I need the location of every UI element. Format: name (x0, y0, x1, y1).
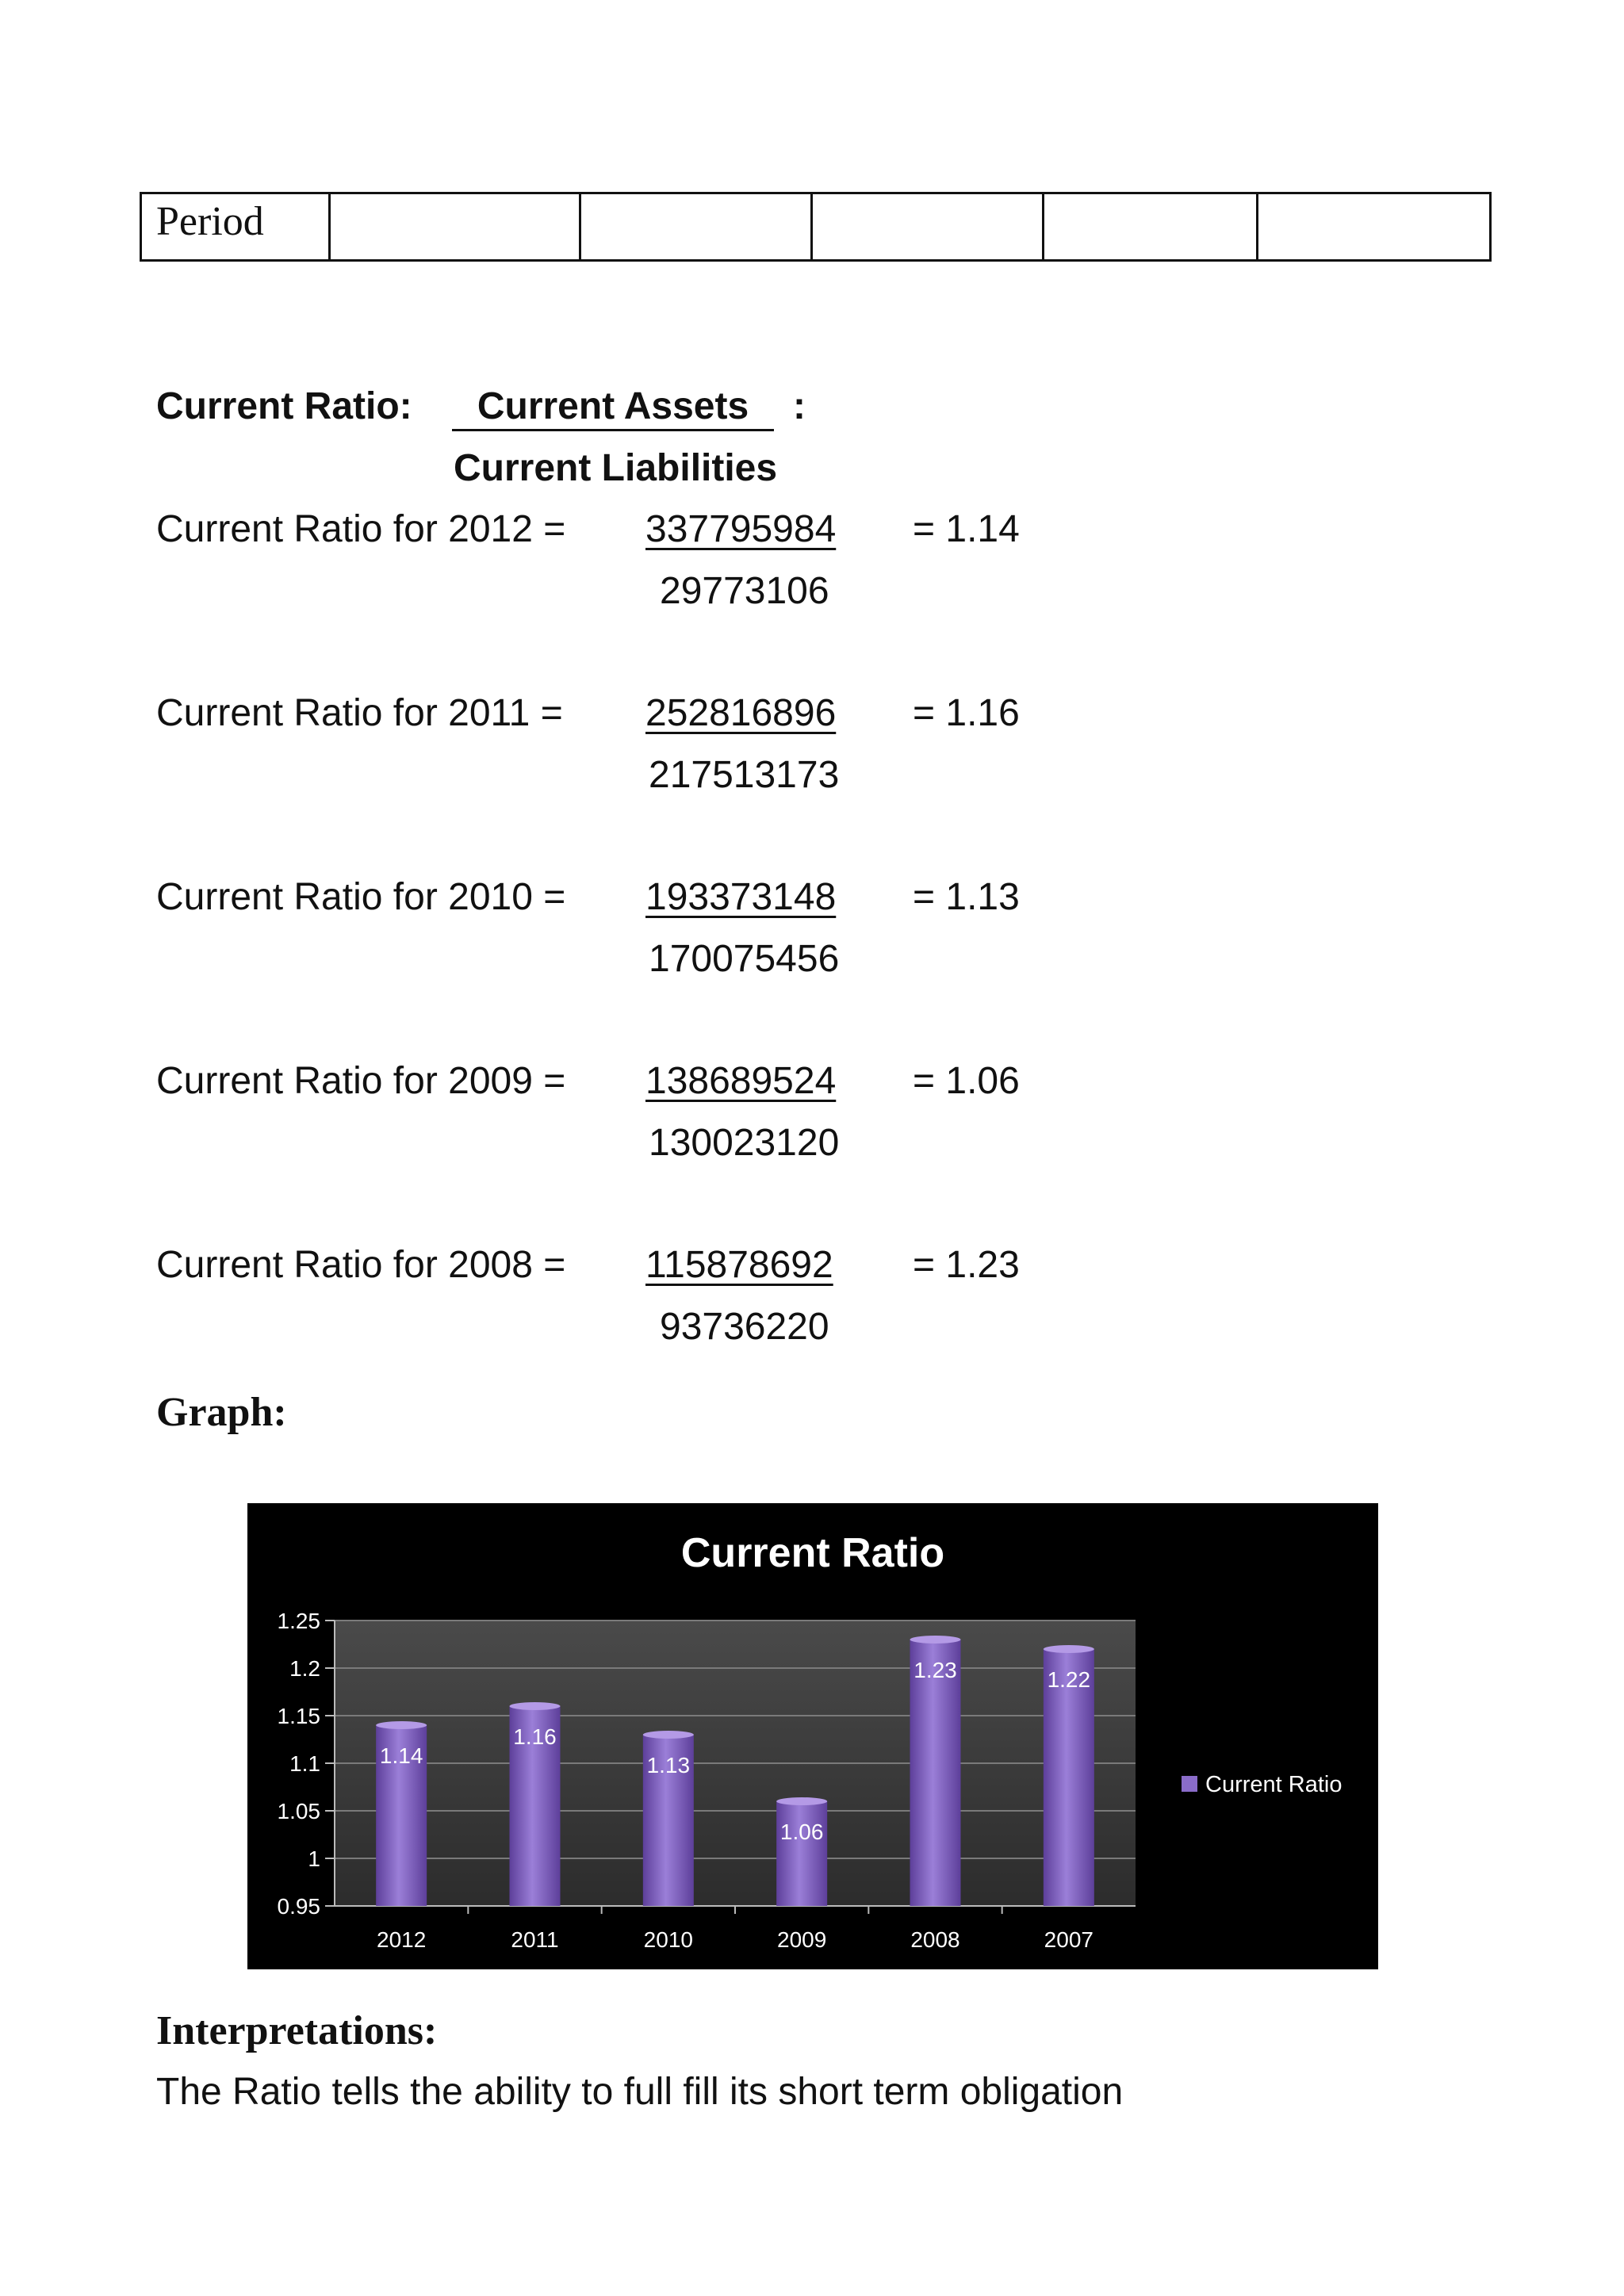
ratio-result: = 1.13 (913, 876, 1020, 918)
bar (776, 1801, 827, 1906)
period-cell (580, 193, 812, 261)
period-header-cell: Period (141, 193, 330, 261)
formula-denominator: Current Liabilities (454, 447, 778, 489)
bar-cap (776, 1797, 827, 1805)
x-tick-label: 2009 (777, 1927, 827, 1952)
data-label: 1.22 (1047, 1667, 1091, 1692)
ratio-label: Current Ratio for 2010 = (156, 876, 566, 918)
formula-label: Current Ratio: (156, 385, 412, 427)
formula-separator: : (793, 385, 806, 427)
chart-title: Current Ratio (680, 1530, 945, 1576)
y-tick-label: 1.15 (277, 1704, 320, 1728)
graph-heading: Graph: (156, 1390, 287, 1435)
y-tick-label: 1.05 (277, 1799, 320, 1823)
data-label: 1.14 (379, 1743, 423, 1768)
chart-svg (247, 1503, 1378, 1969)
ratio-label: Current Ratio for 2011 = (156, 692, 563, 734)
y-tick-label: 1.25 (277, 1609, 320, 1633)
ratio-result: = 1.16 (913, 692, 1020, 734)
ratio-numerator: 252816896 (645, 692, 837, 734)
bar-cap (910, 1636, 961, 1644)
data-label: 1.06 (779, 1820, 824, 1844)
y-tick-label: 1.2 (289, 1656, 320, 1681)
ratio-numerator: 138689524 (645, 1060, 837, 1102)
bar-cap (510, 1702, 561, 1710)
ratio-result: = 1.23 (913, 1244, 1020, 1286)
interpretations-heading: Interpretations: (156, 2008, 438, 2053)
ratio-denominator: 93736220 (660, 1306, 829, 1348)
period-cell (812, 193, 1044, 261)
bar-cap (1044, 1645, 1094, 1653)
period-cell (1258, 193, 1491, 261)
x-tick-label: 2010 (643, 1927, 693, 1952)
y-tick-label: 0.95 (277, 1894, 320, 1919)
legend-label: Current Ratio (1205, 1772, 1342, 1797)
data-label: 1.13 (646, 1753, 691, 1777)
period-cell (330, 193, 580, 261)
data-label: 1.16 (513, 1724, 557, 1749)
current-ratio-chart (247, 1503, 1378, 1969)
ratio-numerator: 115878692 (645, 1244, 833, 1286)
y-tick-label: 1 (308, 1846, 320, 1871)
period-table (140, 192, 1492, 262)
x-tick-label: 2011 (511, 1927, 559, 1952)
ratio-numerator: 337795984 (645, 508, 837, 550)
ratio-label: Current Ratio for 2012 = (156, 508, 566, 550)
x-tick-label: 2012 (377, 1927, 427, 1952)
x-tick-label: 2007 (1044, 1927, 1094, 1952)
interpretations-text: The Ratio tells the ability to full fill its short term obligation (156, 2071, 1124, 2113)
period-cell (1044, 193, 1258, 261)
bar-cap (376, 1721, 427, 1729)
ratio-result: = 1.14 (913, 508, 1020, 550)
ratio-label: Current Ratio for 2008 = (156, 1244, 566, 1286)
ratio-denominator: 130023120 (649, 1122, 840, 1164)
bar-cap (643, 1731, 694, 1739)
ratio-numerator: 193373148 (645, 876, 837, 918)
table-row (141, 193, 1491, 261)
ratio-result: = 1.06 (913, 1060, 1020, 1102)
ratio-denominator: 170075456 (649, 938, 840, 980)
formula-numerator: Current Assets (452, 383, 774, 431)
x-tick-label: 2008 (910, 1927, 960, 1952)
y-tick-label: 1.1 (289, 1751, 320, 1776)
ratio-denominator: 29773106 (660, 570, 829, 612)
ratio-label: Current Ratio for 2009 = (156, 1060, 566, 1102)
data-label: 1.23 (914, 1658, 957, 1682)
legend-swatch (1182, 1776, 1197, 1792)
ratio-denominator: 217513173 (649, 754, 840, 796)
